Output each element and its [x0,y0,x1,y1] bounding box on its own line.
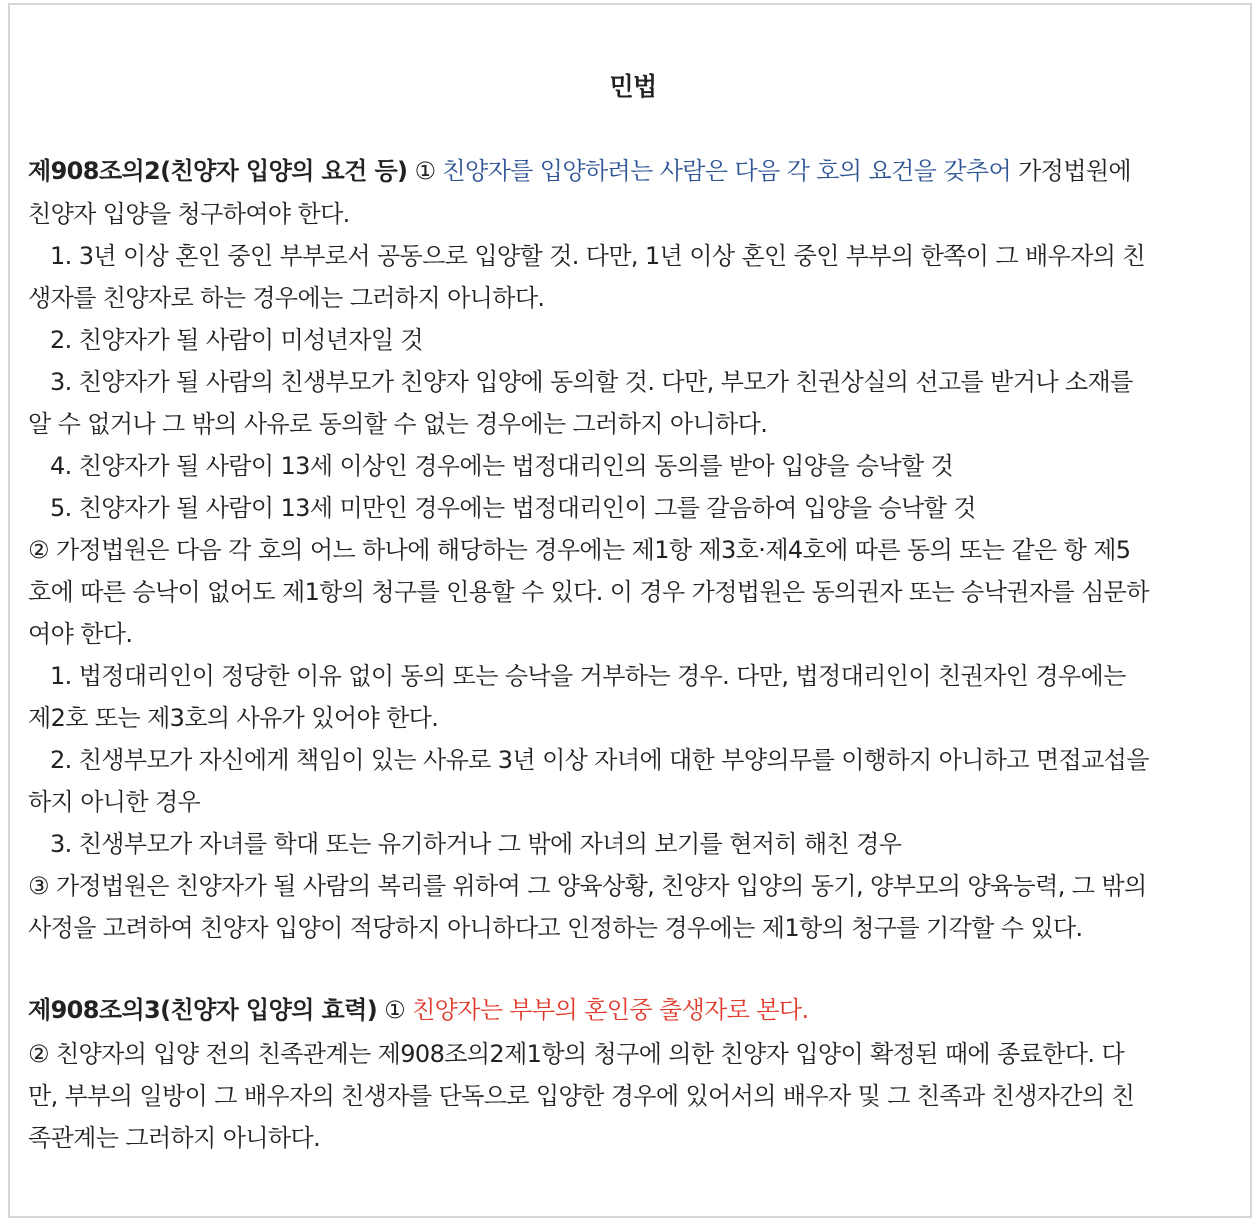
p2-item-2-line-1: 2. 친생부모가 자신에게 책임이 있는 사유로 3년 이상 자녀에 대한 부양의무를 이행하지 아니하고 면접교섭을 [50,746,1149,774]
paragraph-text: 친양자 입양을 청구하여야 한다. [28,200,350,228]
document-title: 민법 [609,72,657,101]
paragraph-text: 가정법원에 [1011,157,1131,185]
paragraph-3-line-1: ③ 가정법원은 친양자가 될 사람의 복리를 위하여 그 양육상황, 친양자 입양의 동기, 양부모의 양육능력, 그 밖의 [28,872,1147,900]
p2-item-2-line-2: 하지 아니한 경우 [28,788,201,816]
article-908-3-paragraph-2-line-3: 족관계는 그러하지 아니하다. [28,1124,321,1152]
highlight-text-red: 친양자는 부부의 혼인중 출생자로 본다. [412,996,809,1024]
article-908-2-paragraph-1 [28,154,1131,188]
paragraph-mark: ① [377,996,413,1024]
p2-item-3: 3. 친생부모가 자녀를 학대 또는 유기하거나 그 밖에 자녀의 보기를 현저히 해친 경우 [50,830,902,858]
paragraph-3-line-2: 사정을 고려하여 친양자 입양이 적당하지 아니하다고 인정하는 경우에는 제1항의 청구를 기각할 수 있다. [28,914,1083,942]
document-frame [8,3,1252,1218]
item-1-line-2: 생자를 친양자로 하는 경우에는 그러하지 아니하다. [28,284,545,312]
article-908-3-paragraph-1 [28,993,809,1027]
p2-item-1-line-2: 제2호 또는 제3호의 사유가 있어야 한다. [28,704,439,732]
highlight-text-blue: 친양자를 입양하려는 사람은 다음 각 호의 요건을 갖추어 [442,157,1012,185]
item-3-line-1: 3. 친양자가 될 사람의 친생부모가 친양자 입양에 동의할 것. 다만, 부모가 친권상실의 선고를 받거나 소재를 [50,368,1133,396]
paragraph-2-line-1: ② 가정법원은 다음 각 호의 어느 하나에 해당하는 경우에는 제1항 제3호·제4호에 따른 동의 또는 같은 항 제5 [28,536,1131,564]
article-908-3-heading: 제908조의3(친양자 입양의 효력) [28,996,378,1024]
article-908-2-heading: 제908조의2(친양자 입양의 요건 등) [28,157,408,185]
item-4: 4. 친양자가 될 사람이 13세 이상인 경우에는 법정대리인의 동의를 받아 입양을 승낙할 것 [50,452,954,480]
paragraph-2-line-3: 여야 한다. [28,620,133,648]
item-2: 2. 친양자가 될 사람이 미성년자일 것 [50,326,424,354]
paragraph-2-line-2: 호에 따른 승낙이 없어도 제1항의 청구를 인용할 수 있다. 이 경우 가정법원은 동의권자 또는 승낙권자를 심문하 [28,578,1149,606]
item-3-line-2: 알 수 없거나 그 밖의 사유로 동의할 수 없는 경우에는 그러하지 아니하다. [28,410,768,438]
article-908-3-paragraph-2-line-1: ② 친양자의 입양 전의 친족관계는 제908조의2제1항의 청구에 의한 친양자 입양이 확정된 때에 종료한다. 다 [28,1040,1125,1068]
item-5: 5. 친양자가 될 사람이 13세 미만인 경우에는 법정대리인이 그를 갈음하여 입양을 승낙할 것 [50,494,976,522]
paragraph-mark: ① [407,157,443,185]
item-1-line-1: 1. 3년 이상 혼인 중인 부부로서 공동으로 입양할 것. 다만, 1년 이상 혼인 중인 부부의 한쪽이 그 배우자의 친 [50,242,1145,270]
p2-item-1-line-1: 1. 법정대리인이 정당한 이유 없이 동의 또는 승낙을 거부하는 경우. 다만, 법정대리인이 친권자인 경우에는 [50,662,1126,690]
article-908-3-paragraph-2-line-2: 만, 부부의 일방이 그 배우자의 친생자를 단독으로 입양한 경우에 있어서의 배우자 및 그 친족과 친생자간의 친 [28,1082,1135,1110]
